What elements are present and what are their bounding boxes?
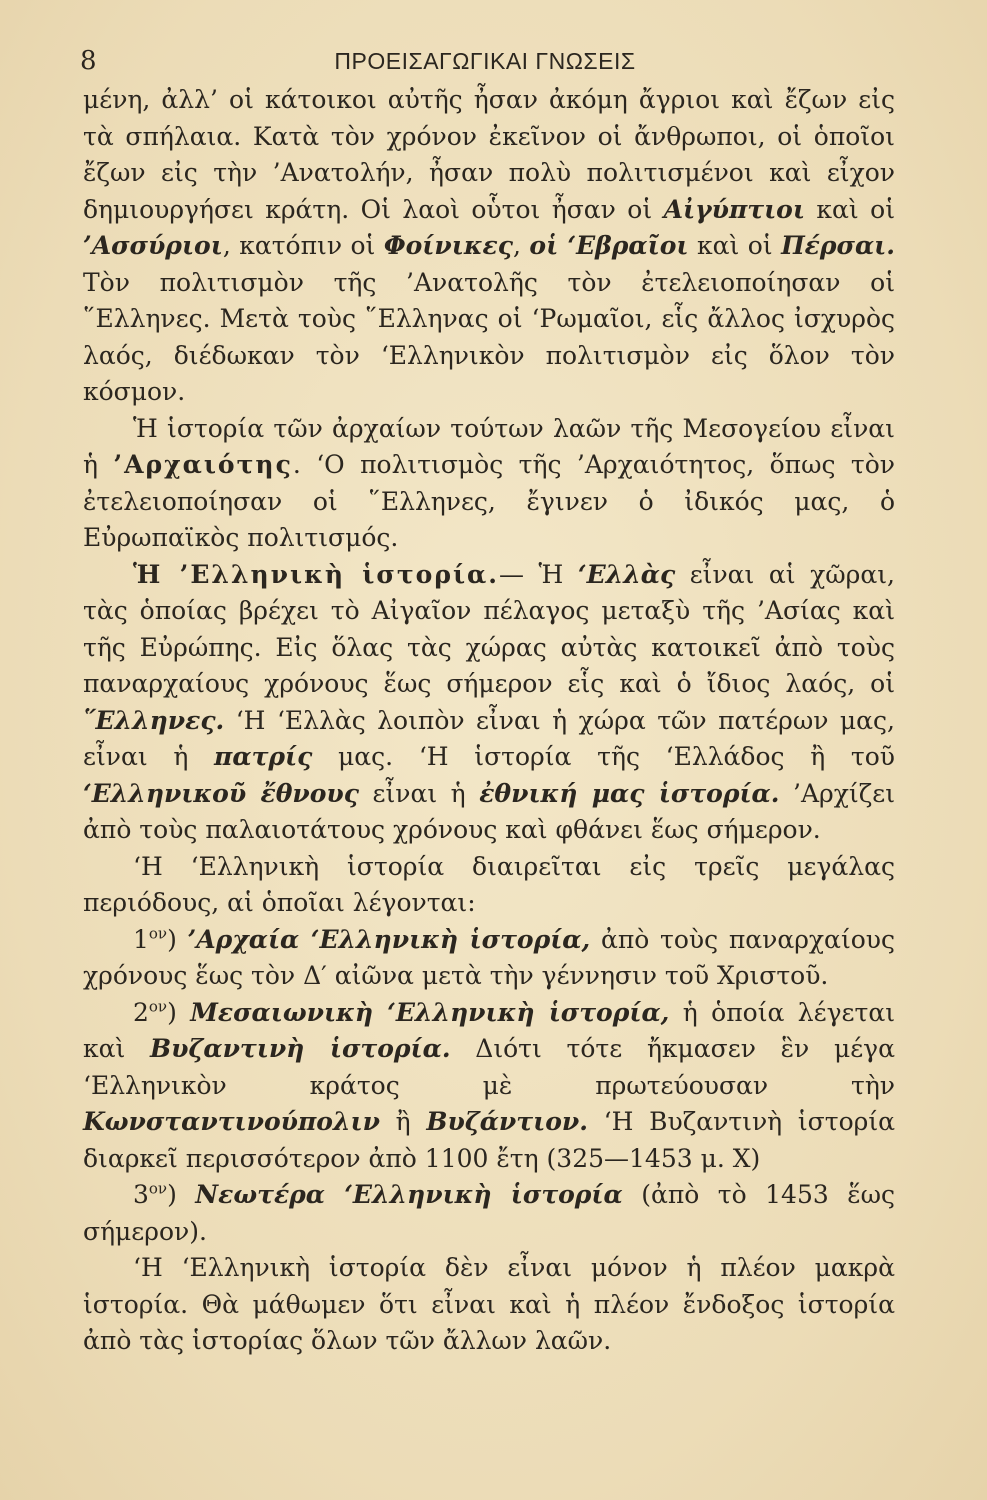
term-egyptians: Αἰγύπτιοι	[663, 194, 805, 224]
item-number: 3	[133, 1180, 149, 1209]
term-national-history: ἐθνική μας ἱστορία.	[479, 778, 780, 808]
text-run: ’Αρχίζει ἀπὸ τοὺς παλαιοτάτους χρόνους καὶ φθάνει ἕως σήμερον.	[83, 778, 895, 844]
text-run: Διότι τότε ἤκμασεν ἓν μέγα ‘Ελληνικὸν κράτος μὲ πρωτεύουσαν τὴν	[83, 1034, 895, 1100]
page-header	[80, 46, 890, 80]
item-ordinal: ον	[148, 1179, 168, 1198]
paragraph-greek-history	[83, 557, 895, 849]
paragraph-antiquity	[83, 411, 895, 557]
text-run: , κατόπιν οἱ	[222, 231, 384, 260]
item-ordinal: ον	[148, 924, 168, 943]
term-persians: Πέρσαι.	[781, 231, 895, 260]
paragraph-glorious-history: ‘Η ‘Ελληνικὴ ἱστορία δὲν εἶναι μόνον ἡ πλέον μακρὰ ἱστορία. Θὰ μάθωμεν ὅτι εἶναι καὶ ἡ πλέον ἔνδοξος ἱστορία ἀπὸ τὰς ἱστορίας ὅλων τῶν ἄλλων λαῶν.	[83, 1253, 895, 1355]
term-hellas: ‘Ελλὰς	[577, 559, 676, 589]
section-heading: Ἡ ’Ελληνικὴ ἱστορία.	[133, 559, 499, 589]
item-number: 1	[133, 924, 149, 954]
text-run: ‘Η ‘Ελλὰς λοιπὸν εἶναι ἡ χώρα τῶν πατέρων μας, εἶναι ἡ	[83, 705, 895, 771]
text-run: καὶ οἱ	[688, 231, 782, 260]
text-run: )	[167, 997, 191, 1027]
text-run: μένη, ἀλλ’ οἱ κάτοικοι αὐτῆς ἦσαν ἀκόμη ἄγριοι καὶ ἔζων εἰς τὰ σπήλαια. Κατὰ τὸν χρόνον ἐκεῖνον οἱ ἄνθρωποι, οἱ ὁποῖοι ἔζων εἰς τὴν ’Ανατολήν, ἦσαν πολὺ πολιτισμένοι καὶ εἶχον δημιουργήσει κράτη. Οἱ λαοὶ οὗτοι ἦσαν οἱ	[83, 85, 895, 224]
text-run: ἡ ὁποία λέγεται καὶ	[83, 997, 895, 1063]
list-item-ancient	[83, 922, 895, 995]
term-patris: πατρίς	[214, 742, 313, 771]
term-hebrews: οἱ ‘Εβραῖοι	[529, 231, 689, 260]
text-run: )	[167, 1180, 196, 1209]
term-byzantium: Βυζάντιον.	[426, 1107, 588, 1136]
text-run: )	[167, 924, 188, 954]
term-phoenicians: Φοίνικες	[383, 231, 513, 260]
text-run: ἀπὸ τοὺς παναρχαίους χρόνους ἕως τὸν Δ′ αἰῶνα μετὰ τὴν γέννησιν τοῦ Χριστοῦ.	[83, 924, 895, 990]
term-assyrians: ’Ασσύριοι	[83, 231, 223, 260]
term-byzantine-history: Βυζαντινὴ ἱστορία.	[150, 1034, 451, 1063]
page-number: 8	[80, 46, 97, 76]
text-run: —	[499, 559, 539, 589]
term-hellenes: ῞Ελληνες.	[83, 705, 225, 735]
text-run: ‘Η Βυζαντινὴ ἱστορία διαρκεῖ περισσότερον ἀπὸ 1100 ἔτη (325—1453 μ. Χ)	[83, 1107, 896, 1173]
term-ancient-history: ’Αρχαία ‘Ελληνικὴ ἱστορία,	[187, 924, 591, 954]
term-greek-nation: ‘Ελληνικοῦ ἔθνους	[83, 778, 359, 808]
list-item-medieval	[83, 995, 895, 1178]
running-head: ΠΡΟΕΙΣΑΓΩΓΙΚΑΙ ΓΝΩΣΕΙΣ	[334, 48, 636, 74]
text-run: μας. ‘Η ἱστορία τῆς ‘Ελλάδος ἢ τοῦ	[312, 742, 895, 771]
text-run: . ‘Ο πολιτισμὸς τῆς ’Αρχαιότητος, ὅπως τὸν ἐτελειοποίησαν οἱ ῞Ελληνες, ἔγινεν ὁ ἰδικός μας, ὁ Εὐρωπαϊκὸς πολιτισμός.	[83, 450, 895, 552]
text-run: ,	[512, 231, 530, 260]
item-ordinal: ον	[148, 997, 168, 1016]
text-run: (ἀπὸ τὸ 1453 ἕως σήμερον).	[83, 1180, 896, 1246]
term-constantinople: Κωνσταντινούπολιν	[83, 1107, 380, 1136]
text-run: ἢ	[379, 1107, 427, 1136]
term-medieval-history: Μεσαιωνικὴ ‘Ελληνικὴ ἱστορία,	[190, 997, 670, 1027]
text-run: εἶναι αἱ χῶραι, τὰς ὁποίας βρέχει τὸ Αἰγαῖον πέλαγος μεταξὺ τῆς ’Ασίας καὶ τῆς Εὐρώπης. Εἰς ὅλας τὰς χώρας αὐτὰς κατοικεῖ ἀπὸ τοὺς παναρχαίους χρόνους ἕως σήμερον εἷς καὶ ὁ ἴδιος λαός, οἱ	[83, 559, 895, 698]
text-run: Ἡ ἱστορία τῶν ἀρχαίων τούτων λαῶν τῆς Μεσογείου εἶναι ἡ	[83, 413, 895, 479]
text-run: καὶ οἱ	[804, 194, 895, 224]
list-item-modern	[83, 1177, 895, 1250]
item-number: 2	[133, 997, 149, 1027]
text-run: Ἡ	[538, 559, 578, 589]
text-run: εἶναι ἡ	[358, 778, 480, 808]
body-text	[83, 82, 895, 1360]
text-run: Τὸν πολιτισμὸν τῆς ’Ανατολῆς τὸν ἐτελειοποίησαν οἱ ῞Ελληνες. Μετὰ τοὺς ῞Ελληνας οἱ ‘Ρωμαῖοι, εἷς ἄλλος ἰσχυρὸς λαός, διέδωκαν τὸν ‘Ελληνικὸν πολιτισμὸν εἰς ὅλον τὸν κόσμον.	[83, 267, 895, 406]
paragraph-periods: ‘Η ‘Ελληνικὴ ἱστορία διαιρεῖται εἰς τρεῖς μεγάλας περιόδους, αἱ ὁποῖαι λέγονται:	[83, 851, 895, 917]
term-modern-history: Νεωτέρα ‘Ελληνικὴ ἱστορία	[195, 1180, 623, 1209]
paragraph-ancient-peoples	[83, 82, 895, 411]
term-antiquity: ’Αρχαιότης	[113, 450, 293, 479]
